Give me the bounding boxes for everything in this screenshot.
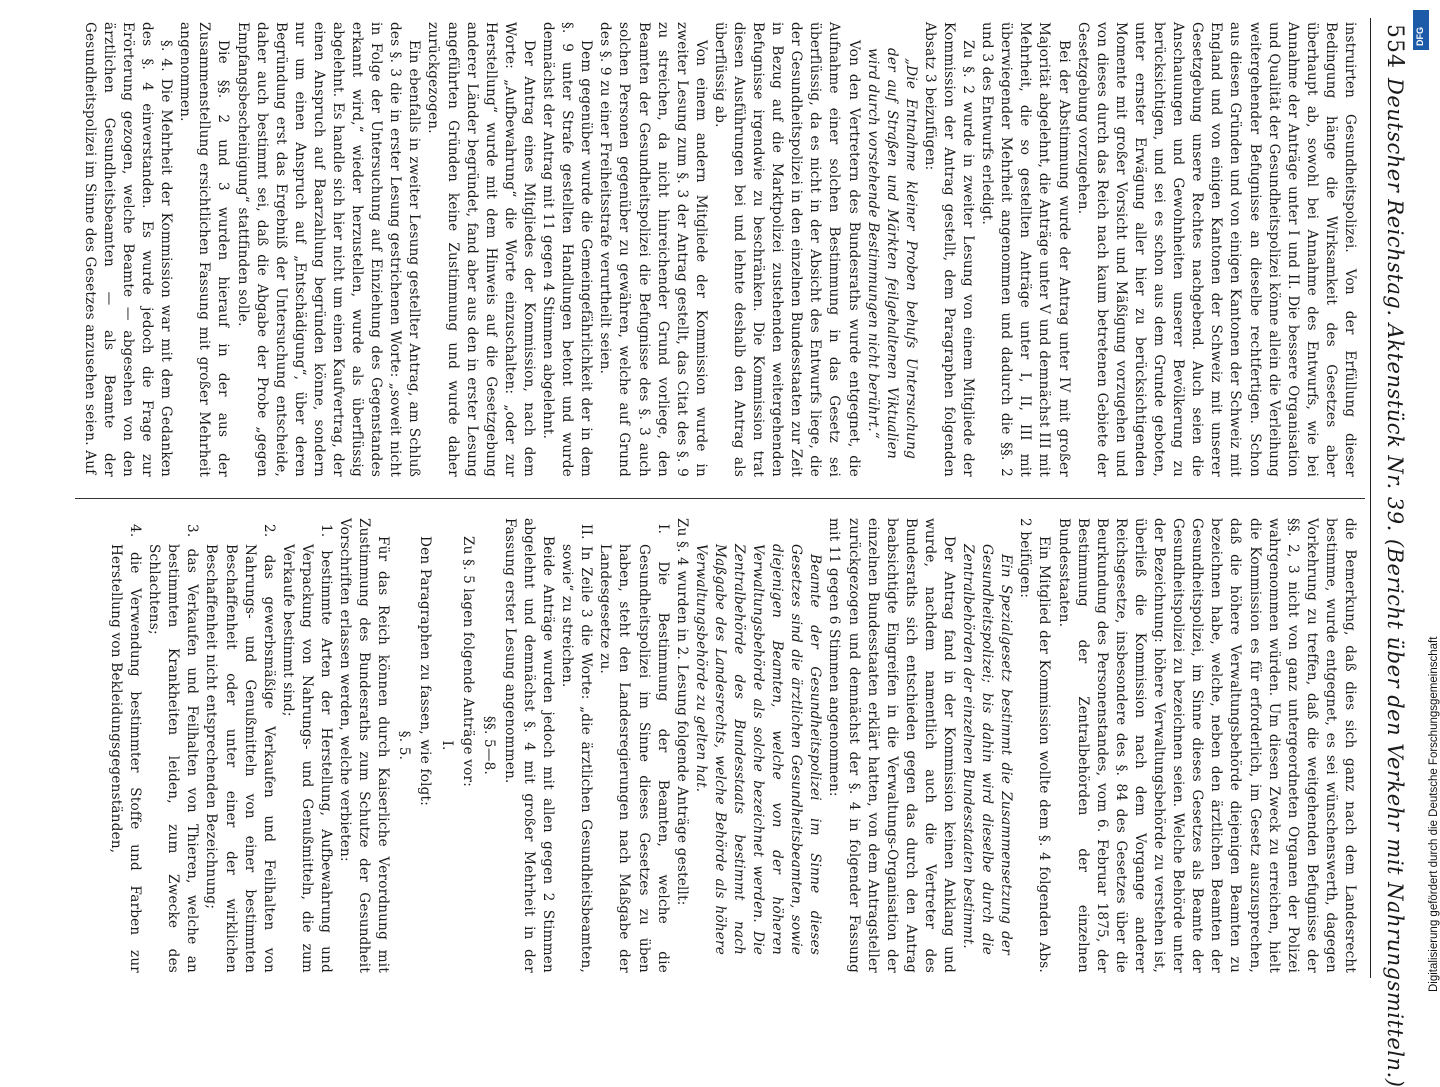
paragraph: Zu §. 4 wurden in 2. Lesung folgende Anträge gestellt: — [673, 518, 690, 906]
paragraph: §§. 5—8. — [480, 715, 497, 776]
paragraph: Bei der Abstimmung wurde der Antrag unter IV mit großer Majorität abgelehnt, die Anträge unter V und demnächst III mit Mehrheit, die so gestellten Anträge unter I, II, III mit überwiegender Mehrheit angenommen und dadurch die §§. 2 und 3 des Entwurfs erledigt. — [979, 22, 1072, 477]
paragraph: 4. die Verwendung bestimmter Stoffe und Farben zur Herstellung von Bekleidungsgegenständen, — [108, 524, 144, 973]
dfg-logo: DFG — [1413, 10, 1429, 50]
paragraph: instruirten Gesundheitspolizei. Von der Erfüllung dieser Bedingung hänge die Wirksamkeit des Gesetzes aber überhaupt ab, sowohl bei Annahme des Entwurfs, wie bei Annahme der Anträge unter I und II. Die bessere Organisation und Qualität der Gesundheitspolizei könne allein die Verleihung weitergehender Befugnisse an dieselbe rechtfertigen. Schon aus diesen Gründen und von einigen Kantonen der Schweiz mit England und von einigen Kantonen der Schweiz mit unserer Gesetzgebung unsere Rechtes nachgebend. Auch seien die Anschauungen und Gewohnheiten unserer Bevölkerung zu berücksichtigen, und sei es schon aus dem Grunde geboten, unter ernster Erwägung aller hier zu berücksichtigenden Momente mit großer Vorsicht und Mäßigung vorzugehen und von dieses durch das Reich nach kaum betretenen Gebiete der Gesetzgebung vorzugehen. — [1074, 22, 1358, 477]
paragraph: „Die Entnahme kleiner Proben behufs Untersuchung der auf Straßen und Märkten feilgehaltenen Viktualien wird durch vorstehende Bestimmungen nicht berührt.“ — [864, 48, 919, 459]
paragraph: Für das Reich können durch Kaiserliche Verordnung mit Zustimmung des Bundesraths zum Schutze der Gesundheit Vorschriften erlassen werden, welche verbieten: — [337, 518, 392, 973]
paragraph: Ein Mitglied der Kommission wollte dem §. 4 folgenden Abs. 2 beifügen: — [1017, 518, 1053, 973]
paragraph: Der Antrag fand in der Kommission keinen Anklang und wurde, nachdem namentlich auch die Vertreter des Bundesraths sich entschieden gegen das durch den Antrag beabsichtigte Eingreifen in die Verwaltungs-Organisation der einzelnen Bundesstaaten erklärt hatten, von dem Antragsteller zurückgezogen und demnächst der §. 4 in folgender Fassung mit 11 gegen 6 Stimmen angenommen: — [826, 518, 958, 973]
document-page — [55, 18, 1415, 1087]
page-header — [1370, 18, 1415, 1087]
paragraph: Zu §. 2 wurde in zweiter Lesung von einem Mitgliede der Kommission der Antrag gestellt, dem Paragraphen folgenden Absatz 3 beizufügen: — [921, 22, 977, 477]
paragraph: 2. das gewerbsmäßige Verkaufen und Feilhalten von Nahrungs- und Genußmitteln von einer bestimmten Beschaffenheit oder unter einer der wirklichen Beschaffenheit nicht entsprechenden Bezeichnung; — [203, 524, 277, 973]
credit-text: Digitalisierung gefördert durch die Deutsche Forschungsgemeinschaft — [1428, 636, 1440, 992]
paragraph: Dem gegenüber wurde die Gemeingefährlichkeit der in dem §. 9 unter Strafe gestellten Handlungen betont und wurde demnächst der Antrag mit 11 gegen 4 Stimmen abgelehnt. — [540, 22, 595, 477]
digitization-credit — [1412, 12, 1440, 992]
running-title: Deutscher Reichstag. Aktenstück Nr. 39. (Bericht über den Verkehr mit Nahrungsmitteln.) — [1383, 78, 1407, 1087]
paragraph: Den Paragraphen zu fassen, wie folgt: — [417, 536, 434, 806]
paragraph: §. 4. Die Mehrheit der Kommission war mit dem Gedanken des §. 4 einverstanden. Es wurde jedoch die Frage zur Erörterung gezogen, welche Beamte — abgesehen von den ärztlichen Gesundheitsbeamten — als Beamte der Gesundheitspolizei im Sinne des Gesetzes anzusehen seien. Auf — [81, 22, 175, 477]
paragraph: I. — [438, 740, 455, 751]
paragraph: Der Antrag eines Mitgliedes der Kommission, nach dem Worte: „Aufbewahrung“ die Worte einzuschalten: „oder zur Herstellung“ wurde mit dem Hinweis auf die Gesetzgebung anderer Länder begründet, fand aber aus den in erster Lesung angeführten Gründen keine Zustimmung und wurde daher zurückgezogen. — [425, 22, 537, 477]
page-number: 554 — [1382, 24, 1407, 69]
column-divider — [75, 498, 1365, 499]
right-column — [106, 518, 1359, 973]
paragraph: Ein Spezialgesetz bestimmt die Zusammensetzung der Gesundheitspolizei; bis dahin wird dieselbe durch die Zentralbehörden der einzelnen Bundesstaaten bestimmt. — [960, 544, 1015, 955]
paragraph: Beamte der Gesundheitspolizei im Sinne dieses Gesetzes sind die ärztlichen Gesundheitsbeamten, sowie diejenigen Beamten, welche von der höheren Verwaltungsbehörde als solche bezeichnet werden. Die Zentralbehörde des Bundesstaats bestimmt nach Maßgabe des Landesrechts, welche Behörde als höhere Verwaltungsbehörde zu gelten hat. — [692, 544, 824, 955]
paragraph: Zu §. 5 lagen folgende Anträge vor: — [459, 536, 476, 787]
paragraph: Beide Anträge wurden jedoch mit allen gegen 2 Stimmen abgelehnt und demnächst §. 4 mit großer Mehrheit in der Fassung erster Lesung angenommen. — [501, 518, 557, 973]
paragraph: Von einem andern Mitgliede der Kommission wurde in zweiter Lesung zum §. 3 der Antrag gestellt, das Citat des §. 9 zu streichen, da nicht hinreichender Grund vorliege, den Beamten der Gesundheitspolizei die Befugnisse des §. 3 auch solchen Personen gegenüber zu gewähren, welche auf Grund des §. 9 zu einer Freiheitsstrafe verurtheilt seien. — [597, 22, 709, 477]
paragraph: 1. bestimmte Arten der Herstellung, Aufbewahrung und Verpackung von Nahrungs- und Genußmitteln, die zum Verkaufe bestimmt sind; — [279, 524, 335, 973]
paragraph: die Bemerkung, daß dies sich ganz nach dem Landesrecht bestimme, wurde entgegnet, es sei wünschenswerth, dagegen Vorkehrung zu treffen, daß die weitgehenden Befugnisse der §§. 2, 3 nicht von ganz untergeordneten Organen der Polizei wahrgenommen würden. Um diesen Zweck zu erreichen, hielt die Kommission es für erforderlich, im Gesetz auszusprechen, daß die höhere Verwaltungsbehörde diejenigen Beamten zu bezeichnen habe, welche, neben den ärztlichen Beamten der Gesundheitspolizei, im Sinne dieses Gesetzes als Beamte der Gesundheitspolizei zu bezeichnen seien. Welche Behörde unter der Bezeichnung: höhere Verwaltungsbehörde zu verstehen ist, überließ die Kommission nach dem Vorgange anderer Reichsgesetze, insbesondere des §. 84 des Gesetzes über die Beurkundung des Personenstandes, vom 6. Februar 1875, der Bestimmung der Zentralbehörden der einzelnen Bundesstaaten. — [1055, 518, 1358, 973]
paragraph: §. 5. — [396, 730, 413, 761]
paragraph: II. In Zeile 3 die Worte: „die ärztlichen Gesundheitsbeamten, sowie“ zu streichen. — [559, 524, 595, 973]
paragraph: I. Die Bestimmung der Beamten, welche die Gesundheitspolizei im Sinne dieses Gesetzes zu üben haben, steht den Landesregierungen nach Maßgabe der Landesgesetze zu. — [597, 524, 671, 973]
paragraph: Von den Vertretern des Bundesraths wurde entgegnet, die Aufnahme einer solchen Bestimmung in das Gesetz sei überflüssig, da es nicht in der Absicht des Entwurfs liege, die der Gesundheitspolizei in den einzelnen Bundesstaaten zur Zeit in Bezug auf die Marktpolizei zustehenden weitergehenden Befugnisse irgendwie zu beschränken. Die Kommission trat diesen Ausführungen bei und lehnte deshalb den Antrag als überflüssig ab. — [711, 22, 862, 477]
paragraph: Die §§. 2 und 3 wurden hierauf in der aus der Zusammenstellung ersichtlichen Fassung mit großer Mehrheit angenommen. — [177, 22, 232, 477]
paragraph: 3. das Verkaufen und Feilhalten von Thieren, welche an bestimmten Krankheiten leiden, zum Zwecke des Schlachtens; — [146, 524, 201, 973]
left-column — [80, 22, 1359, 477]
paragraph: Ein ebenfalls in zweiter Lesung gestellter Antrag, am Schluß des §. 3 die in erster Lesung gestrichenen Worte: „soweit nicht in Folge der Untersuchung auf Einziehung des Gegenstandes erkannt wird,“ wieder herzustellen, wurde als überflüssig abgelehnt. Es handle sich hier nicht um einen Kaufvertrag, der einen Anspruch auf Baarzahlung begründen könne, sondern nur um einen Anspruch auf „Entschädigung“, über deren Begründung erst das Ergebniß der Untersuchung entscheide, daher auch bestimmt sei, daß die Abgabe der Probe „gegen Empfangsbescheinigung“ stattfinden solle. — [234, 22, 423, 477]
